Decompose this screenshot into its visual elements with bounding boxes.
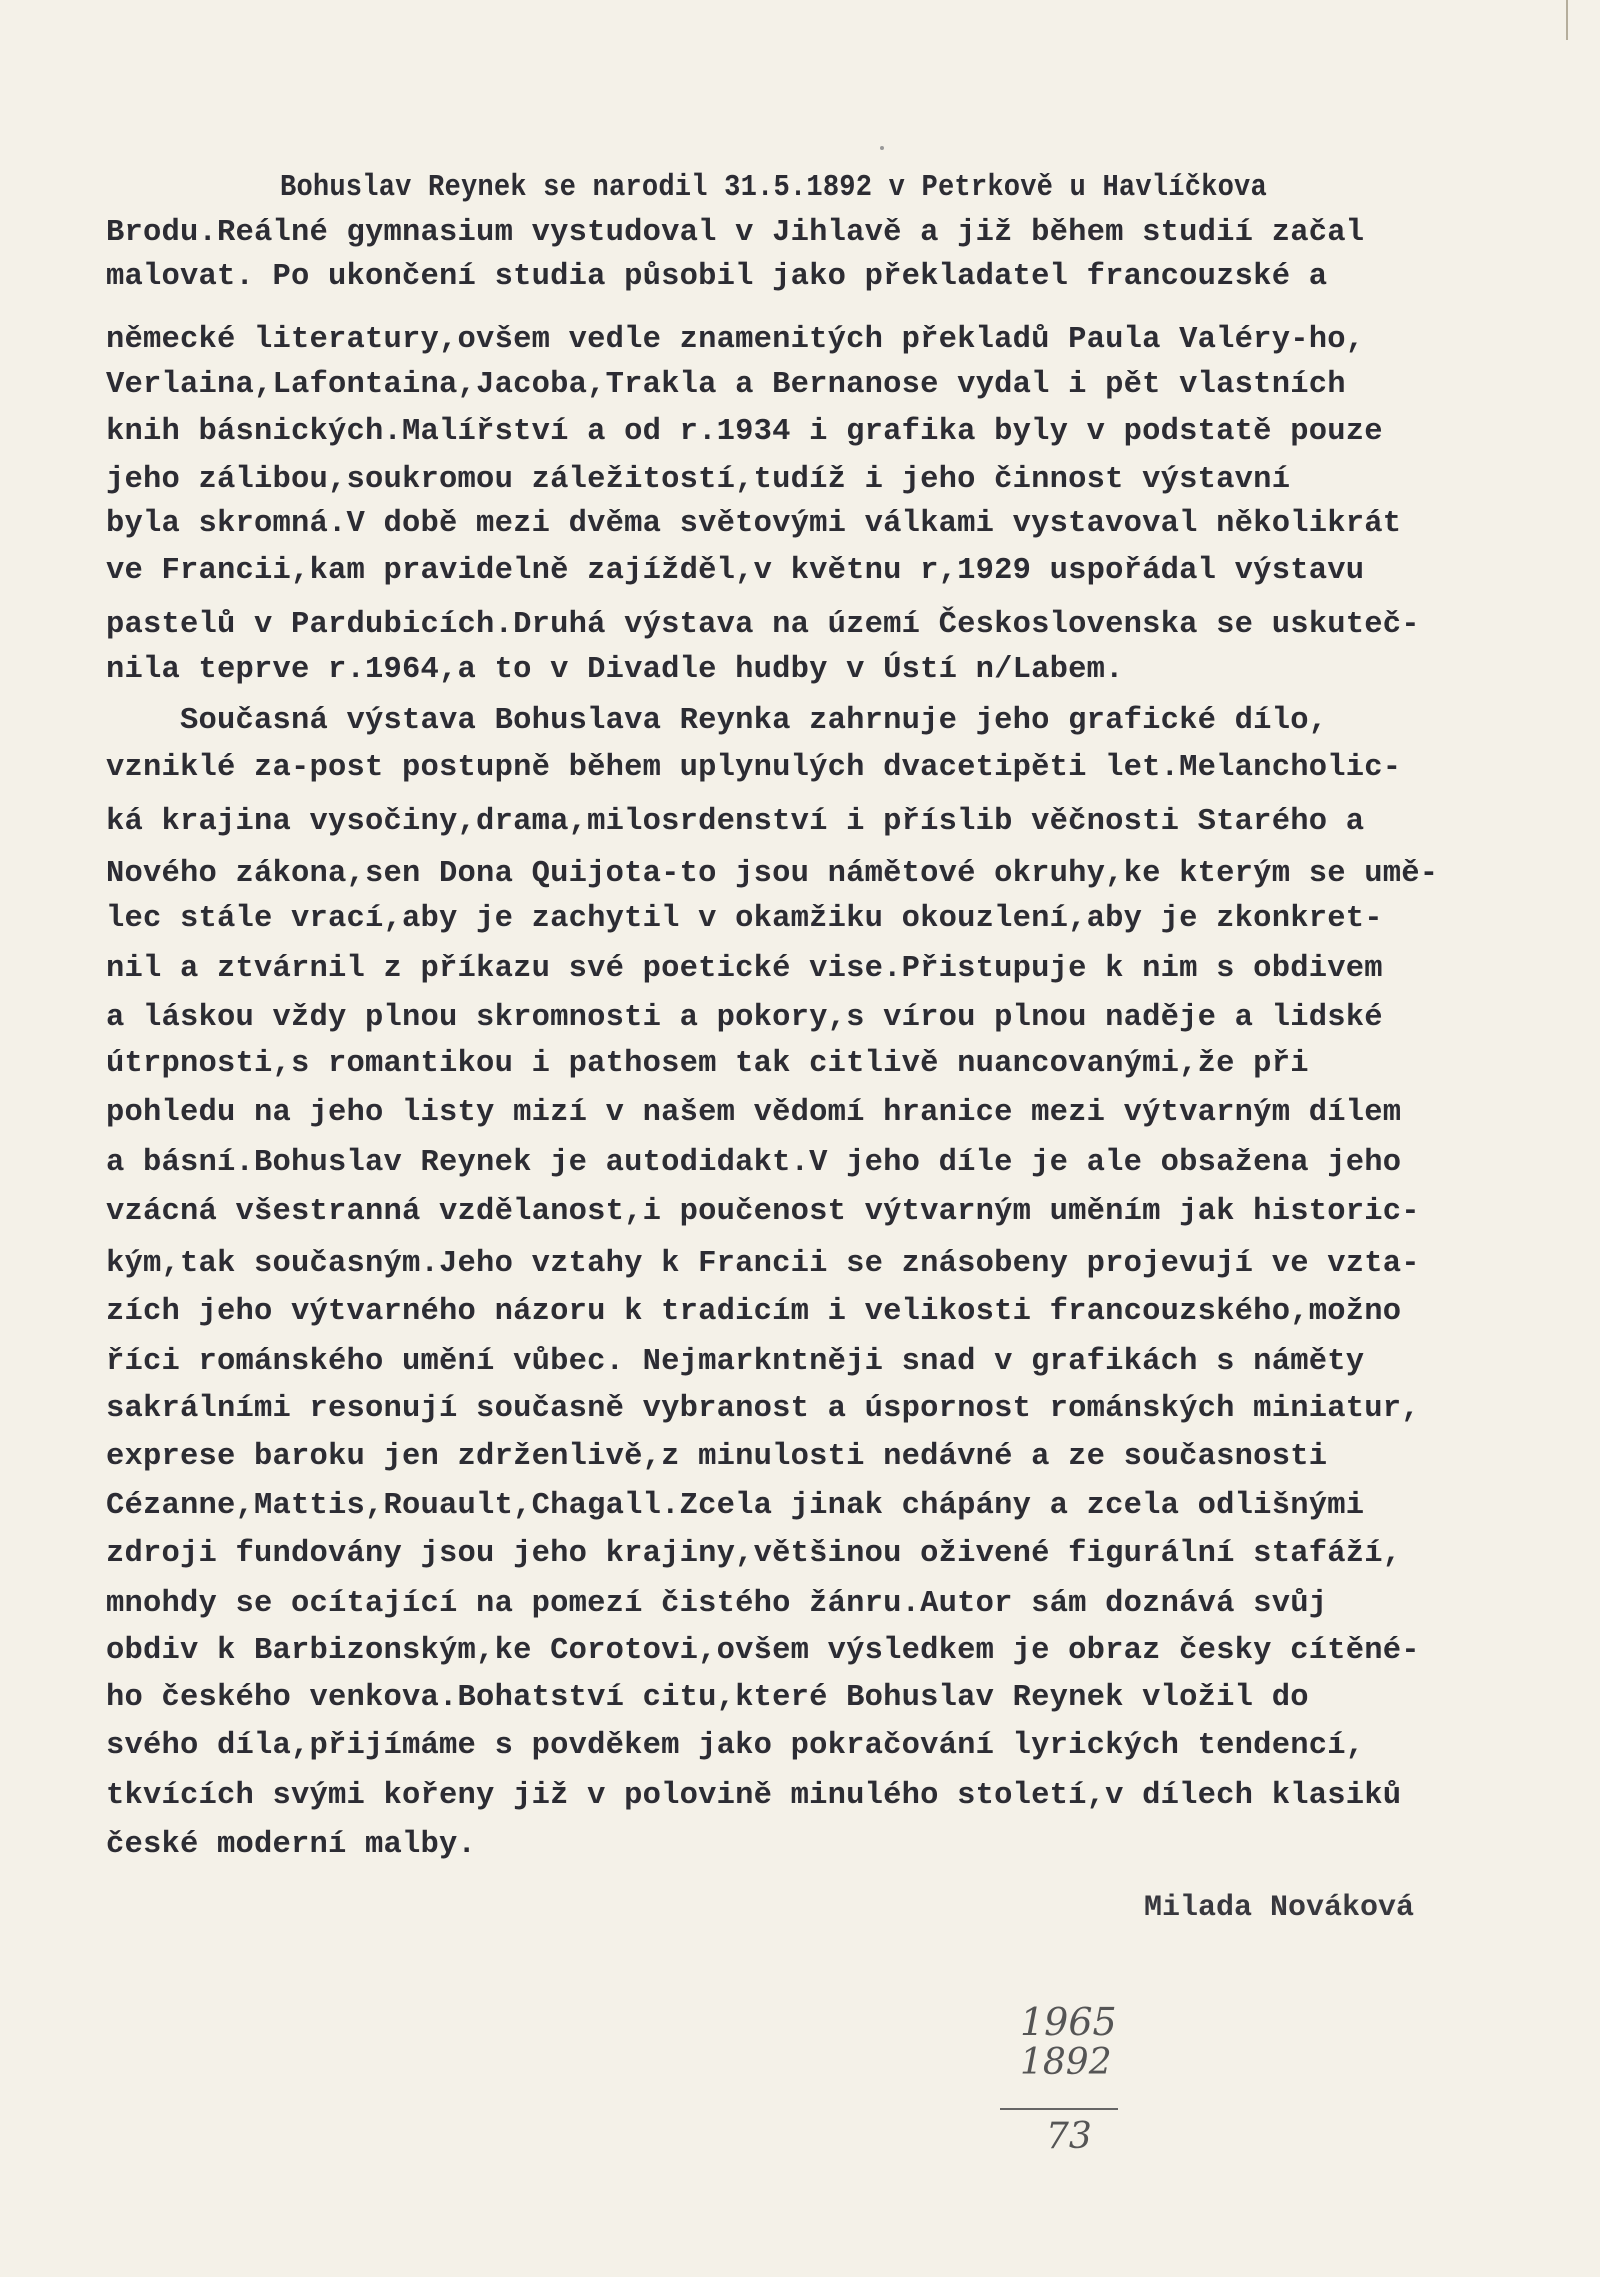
text-line: obdiv k Barbizonským,ke Corotovi,ovšem výsledkem je obraz česky cítěné- (106, 1634, 1420, 1668)
handwritten-year-bottom: 1892 (1020, 2042, 1112, 2083)
handwritten-year-top: 1965 (1020, 2000, 1117, 2044)
text-line: ká krajina vysočiny,drama,milosrdenství i příslib věčnosti Starého a (106, 805, 1365, 839)
handwritten-underline (1000, 2108, 1118, 2110)
text-line: německé literatury,ovšem vedle znamenitých překladů Paula Valéry-ho, (106, 323, 1365, 357)
text-line: tkvících svými kořeny již v polovině minulého století,v dílech klasiků (106, 1779, 1402, 1813)
handwritten-page-number: 73 (1046, 2116, 1092, 2157)
text-line: nil a ztvárnil z příkazu své poetické vise.Přistupuje k nim s obdivem (106, 952, 1383, 986)
text-line: Cézanne,Mattis,Rouault,Chagall.Zcela jinak chápány a zcela odlišnými (106, 1489, 1365, 1523)
text-line: byla skromná.V době mezi dvěma světovými válkami vystavoval několikrát (106, 507, 1402, 541)
text-line: lec stále vrací,aby je zachytil v okamžiku okouzlení,aby je zkonkret- (106, 902, 1383, 936)
text-line: vzácná všestranná vzdělanost,i poučenost výtvarným uměním jak historic- (106, 1195, 1420, 1229)
page-edge-mark (1566, 0, 1578, 40)
text-line: kým,tak současným.Jeho vztahy k Francii se znásobeny projevují ve vzta- (106, 1247, 1420, 1281)
text-line: zdroji fundovány jsou jeho krajiny,většinou oživené figurální stafáží, (106, 1537, 1402, 1571)
text-line: a básní.Bohuslav Reynek je autodidakt.V jeho díle je ale obsažena jeho (106, 1146, 1402, 1180)
text-line: a láskou vždy plnou skromnosti a pokory,s vírou plnou naděje a lidské (106, 1001, 1383, 1035)
text-line: malovat. Po ukončení studia působil jako překladatel francouzské a (106, 260, 1328, 294)
text-line: Brodu.Reálné gymnasium vystudoval v Jihlavě a již během studií začal (106, 216, 1365, 250)
text-line: mnohdy se ocítající na pomezí čistého žánru.Autor sám doznává svůj (106, 1587, 1328, 1621)
ink-dot (880, 146, 884, 150)
text-line: Současná výstava Bohuslava Reynka zahrnuje jeho grafické dílo, (106, 704, 1328, 738)
text-line: ho českého venkova.Bohatství citu,které Bohuslav Reynek vložil do (106, 1681, 1309, 1715)
text-line: Nového zákona,sen Dona Quijota-to jsou námětové okruhy,ke kterým se umě- (106, 857, 1439, 891)
text-line: Bohuslav Reynek se narodil 31.5.1892 v Petrkově u Havlíčkova (280, 171, 1267, 205)
text-line: zích jeho výtvarného názoru k tradicím i velikosti francouzského,možno (106, 1295, 1402, 1329)
text-line: útrpnosti,s romantikou i pathosem tak citlivě nuancovanými,že při (106, 1047, 1309, 1081)
text-line: pastelů v Pardubicích.Druhá výstava na území Československa se uskuteč- (106, 608, 1420, 642)
text-line: české moderní malby. (106, 1828, 477, 1862)
text-line: vzniklé za-post postupně během uplynulých dvacetipěti let.Melancholic- (106, 751, 1402, 785)
text-line: knih básnických.Malířství a od r.1934 i grafika byly v podstatě pouze (106, 415, 1383, 449)
text-line: říci románského umění vůbec. Nejmarkntněji snad v grafikách s náměty (106, 1345, 1365, 1379)
text-line: jeho zálibou,soukromou záležitostí,tudíž i jeho činnost výstavní (106, 463, 1291, 497)
text-line: svého díla,přijímáme s povděkem jako pokračování lyrických tendencí, (106, 1729, 1365, 1763)
text-line: Verlaina,Lafontaina,Jacoba,Trakla a Bernanose vydal i pět vlastních (106, 368, 1346, 402)
author-signature: Milada Nováková (1144, 1891, 1415, 1925)
text-line: nila teprve r.1964,a to v Divadle hudby v Ústí n/Labem. (106, 653, 1124, 687)
text-line: pohledu na jeho listy mizí v našem vědomí hranice mezi výtvarným dílem (106, 1096, 1402, 1130)
text-line: exprese baroku jen zdrženlivě,z minulosti nedávné a ze současnosti (106, 1440, 1328, 1474)
text-line: sakrálními resonují současně vybranost a úspornost románských miniatur, (106, 1392, 1420, 1426)
text-line: ve Francii,kam pravidelně zajížděl,v květnu r,1929 uspořádal výstavu (106, 554, 1365, 588)
